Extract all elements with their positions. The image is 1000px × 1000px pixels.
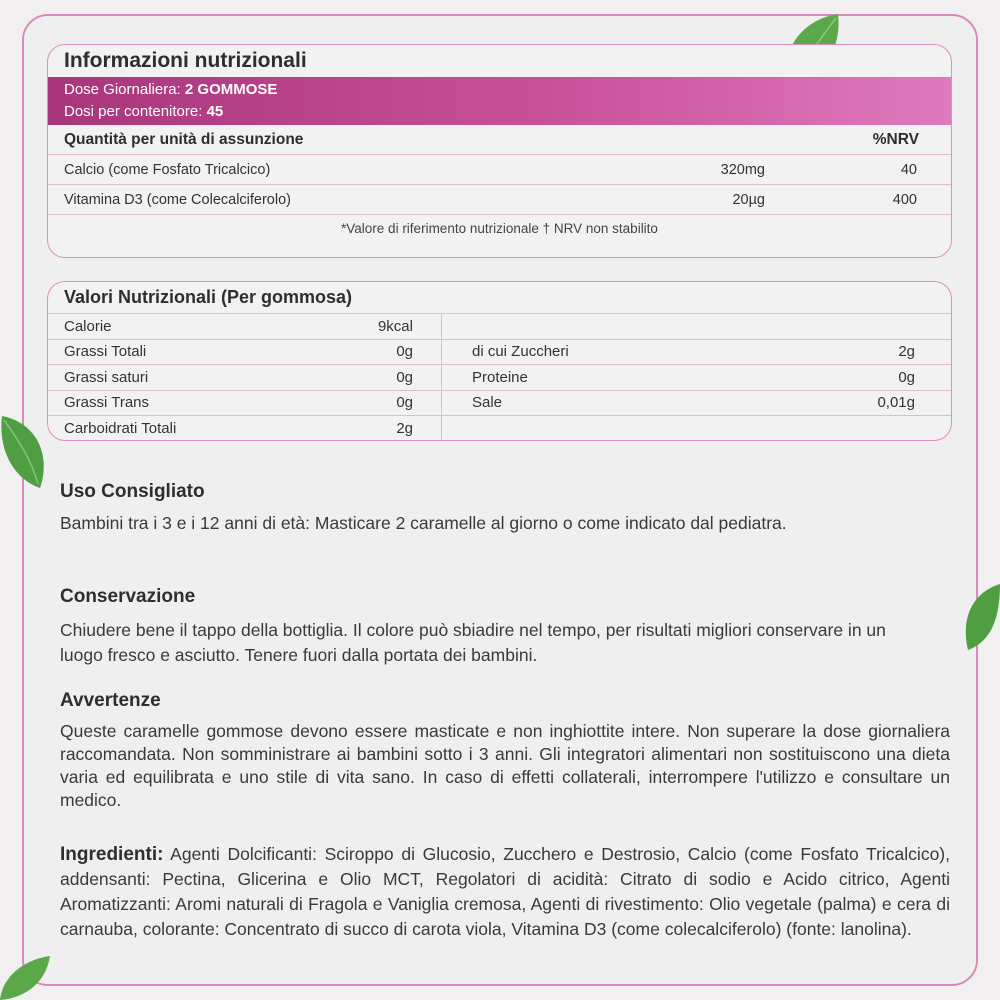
table-row: [48, 391, 441, 417]
value-name: Proteine: [472, 368, 528, 386]
daily-dose-value: 2 GOMMOSE: [184, 81, 278, 98]
row-name: Vitamina D3 (come Colecalciferolo): [64, 191, 291, 208]
row-nrv: 400: [892, 191, 917, 208]
row-nrv: 40: [900, 161, 917, 178]
value-name: Grassi Totali: [64, 343, 147, 361]
ingredients-section: [60, 842, 950, 942]
value-amount: 0,01g: [877, 394, 915, 412]
value-amount: 0g: [396, 394, 413, 412]
table-row: [48, 340, 441, 366]
value-name: Carboidrati Totali: [64, 420, 177, 438]
leaf-icon: [0, 952, 52, 1000]
table-row: [48, 416, 441, 441]
footnote: *Valore di riferimento nutrizionale † NRV non stabilito: [341, 221, 658, 236]
table-row: [442, 365, 951, 391]
doses-per-container-label: Dosi per contenitore:: [64, 103, 207, 120]
dose-banner: [48, 77, 951, 125]
storage-text: Chiudere bene il tappo della bottiglia. Il colore può sbiadire nel tempo, per risultati migliori conservare in un luogo fresco e asciutto. Tenere fuori dalla portata dei bambini.: [60, 620, 886, 665]
table-row: [442, 314, 951, 340]
row-name: Calcio (come Fosfato Tricalcico): [64, 161, 271, 178]
value-amount: 9kcal: [377, 317, 413, 335]
leaf-icon: [960, 580, 1000, 654]
usage-title: Uso Consigliato: [60, 481, 205, 502]
usage-text: Bambini tra i 3 e i 12 anni di età: Masticare 2 caramelle al giorno o come indicato dal pediatra.: [60, 513, 787, 533]
storage-title: Conservazione: [60, 586, 196, 607]
value-name: Calorie: [64, 317, 112, 335]
leaf-icon: [0, 412, 52, 492]
row-amount: 20µg: [732, 191, 765, 208]
nutrition-info-table: [47, 44, 952, 258]
table-row: [442, 416, 951, 441]
ingredients-label: Ingredienti:: [60, 844, 164, 865]
value-name: Grassi saturi: [64, 368, 149, 386]
value-amount: 2g: [396, 420, 413, 438]
doses-per-container-value: 45: [206, 103, 224, 120]
value-amount: 0g: [396, 368, 413, 386]
warnings-title: Avvertenze: [60, 690, 161, 711]
header-nrv: %NRV: [872, 130, 919, 148]
doses-per-container: [64, 101, 935, 123]
row-amount: 320mg: [720, 161, 765, 178]
value-name: Grassi Trans: [64, 394, 150, 412]
value-name: Sale: [472, 394, 503, 412]
table-row: [48, 185, 951, 215]
warnings-section: [60, 690, 950, 812]
ingredients-list: Agenti Dolcificanti: Sciroppo di Glucosio, Zucchero e Destrosio, Calcio (come Fosfato Tricalcico), addensanti: Pectina, Glicerina e Olio MCT, Regolatori di acidità: Citrato di sodio e Acido citrico, Agenti Aromatizzanti: Aromi naturali di Fragola e Vaniglia cremosa, Agenti di rivestimento: Olio vegetale (palma) e cera di carnauba, colorante: Concentrato di succo di carota viola, Vitamina D3 (come colecalciferolo) (fonte: lanolina).: [60, 844, 950, 939]
value-name: di cui Zuccheri: [472, 343, 569, 361]
nutrition-values-table: [47, 281, 952, 441]
value-amount: 0g: [898, 368, 915, 386]
usage-section: [60, 481, 830, 537]
values-left-column: [48, 314, 442, 441]
table-row: [442, 340, 951, 366]
table-row: [442, 391, 951, 417]
header-name: Quantità per unità di assunzione: [64, 130, 304, 148]
nutrition-values-grid: [48, 313, 951, 441]
values-right-column: [442, 314, 951, 441]
value-amount: 2g: [898, 343, 915, 361]
daily-dose: [64, 79, 935, 101]
table-row: [48, 155, 951, 185]
table-row: [48, 365, 441, 391]
ingredients-text: [60, 842, 950, 942]
daily-dose-label: Dose Giornaliera:: [64, 81, 185, 98]
storage-section: [60, 586, 930, 668]
value-amount: 0g: [396, 343, 413, 361]
nutrition-info-title: Informazioni nutrizionali: [64, 49, 307, 72]
table-row: [48, 314, 441, 340]
warnings-text: Queste caramelle gommose devono essere masticate e non inghiottite intere. Non superare la dose giornaliera raccomandata. Non somministrare ai bambini sotto i 3 anni. Gli integratori alimentari non sostituiscono una dieta varia ed equilibrata e uno stile di vita sano. In caso di effetti collaterali, interrompere l'utilizzo e consultare un medico.: [60, 721, 950, 810]
table-header: [48, 125, 951, 155]
nutrition-values-title: Valori Nutrizionali (Per gommosa): [64, 287, 353, 307]
